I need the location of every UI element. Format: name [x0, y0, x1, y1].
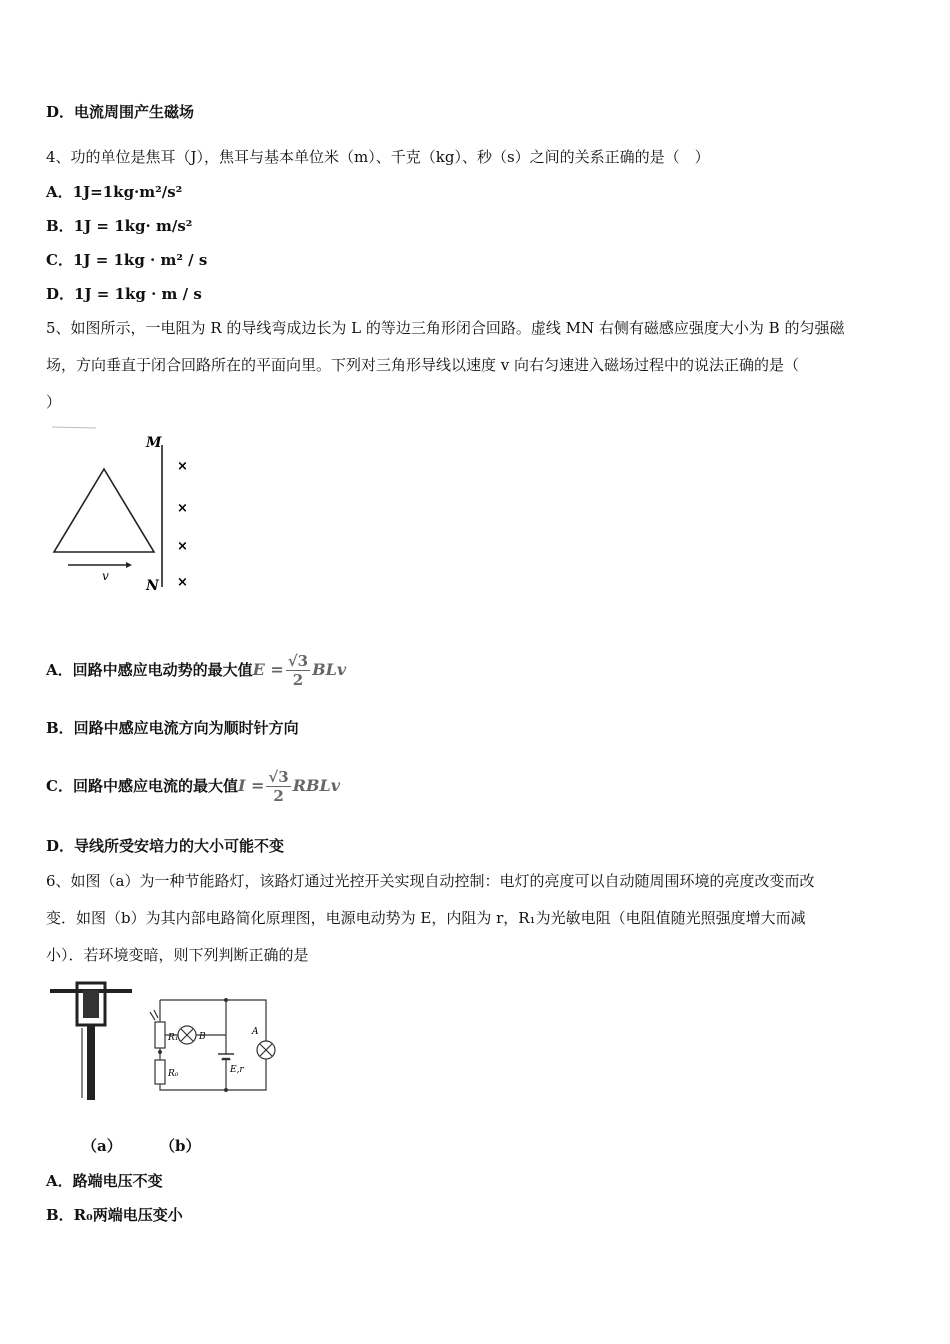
q4-option-c: C．1J = 1kg · m² / s	[46, 251, 208, 269]
q4-stem: 4、功的单位是焦耳（J），焦耳与基本单位米（m）、千克（kg）、秒（s）之间的关系正确的是（ ）	[46, 148, 710, 166]
street-lamp-figure	[50, 980, 140, 1102]
q4-option-a: A．1J=1kg·m²/s²	[46, 183, 183, 201]
circuit-diagram	[148, 990, 280, 1098]
q5-option-a-text: A．回路中感应电动势的最大值	[46, 661, 253, 679]
caption-b: （b）	[160, 1137, 201, 1155]
field-cross-4: ×	[177, 575, 188, 590]
label-v: v	[102, 569, 109, 583]
q5-triangle-figure	[46, 425, 206, 595]
q5-stem-line1: 5、如图所示，一电阻为 R 的导线弯成边长为 L 的等边三角形闭合回路。虚线 MN 右侧有磁感应强度大小为 B 的匀强磁	[46, 319, 845, 337]
q5-option-c	[46, 766, 340, 806]
q3-option-d: D．电流周围产生磁场	[46, 103, 195, 121]
r0-resistor	[155, 1060, 165, 1084]
q5-option-a	[46, 650, 346, 690]
caption-a: （a）	[82, 1137, 122, 1155]
label-b: B	[199, 1032, 206, 1042]
label-a: A	[252, 1027, 259, 1037]
label-r0: R₀	[168, 1069, 179, 1079]
triangle-loop	[54, 469, 154, 552]
label-n: N	[146, 578, 159, 594]
label-er: E,r	[230, 1065, 244, 1075]
q4-option-b: B．1J = 1kg· m/s²	[46, 217, 193, 235]
label-r1: R₁	[168, 1033, 179, 1043]
q5-stem-line2: 场，方向垂直于闭合回路所在的平面向里。下列对三角形导线以速度 v 向右匀速进入磁场过程中的说法正确的是（	[46, 356, 800, 374]
current-formula: I = $\frac{√3}{2}$ RBLv	[237, 768, 341, 805]
emf-formula: E = $\frac{√3}{2}$ BLv	[252, 652, 347, 689]
q5-stem-line3: ）	[46, 393, 62, 411]
q5-option-d: D．导线所受安培力的大小可能不变	[46, 837, 285, 855]
r1-resistor	[155, 1022, 165, 1048]
label-m: M	[146, 435, 162, 451]
q6-stem-line3: 小）．若环境变暗，则下列判断正确的是	[46, 946, 309, 964]
field-cross-2: ×	[177, 501, 188, 516]
q6-stem-line2: 变．如图（b）为其内部电路简化原理图，电源电动势为 E，内阻为 r，R₁为光敏电阻（电阻值随光照强度增大而减	[46, 909, 806, 927]
q5-option-c-text: C．回路中感应电流的最大值	[46, 777, 238, 795]
q5-option-b: B．回路中感应电流方向为顺时针方向	[46, 719, 299, 737]
q6-option-a: A．路端电压不变	[46, 1172, 163, 1190]
q4-option-d: D．1J = 1kg · m / s	[46, 285, 202, 303]
q6-stem-line1: 6、如图（a）为一种节能路灯，该路灯通过光控开关实现自动控制：电灯的亮度可以自动随周围环境的亮度改变而改	[46, 872, 815, 890]
q6-option-b: B．R₀两端电压变小	[46, 1206, 183, 1224]
field-cross-3: ×	[177, 539, 188, 554]
field-cross-1: ×	[177, 459, 188, 474]
